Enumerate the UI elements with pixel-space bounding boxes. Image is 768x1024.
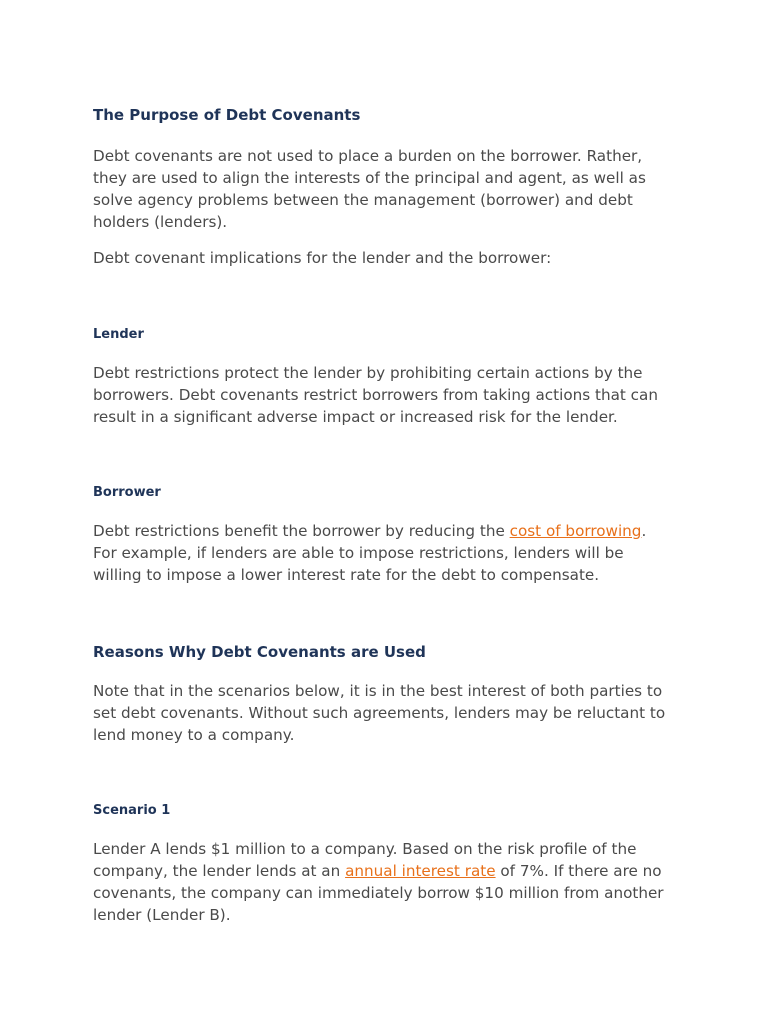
text-line: Debt covenants are not used to place a burden on the borrower. Rather,	[93, 147, 643, 165]
text-line: borrowers. Debt covenants restrict borrowers from taking actions that can	[93, 386, 658, 404]
link-annual-interest-rate[interactable]: annual interest rate	[345, 862, 496, 880]
paragraph-scenario-1	[93, 838, 683, 926]
text-line: willing to impose a lower interest rate for the debt to compensate.	[93, 566, 600, 584]
link-cost-of-borrowing[interactable]: cost of borrowing	[509, 522, 642, 540]
text-segment: Debt restrictions benefit the borrower by reducing the	[93, 522, 510, 540]
text-line: Debt restrictions protect the lender by prohibiting certain actions by the	[93, 364, 643, 382]
text-segment: company, the lender lends at an	[93, 862, 346, 880]
text-line: solve agency problems between the management (borrower) and debt	[93, 191, 633, 209]
heading-lender: Lender	[93, 327, 144, 342]
heading-reasons-why-debt-covenants-are-used: Reasons Why Debt Covenants are Used	[93, 643, 426, 661]
heading-purpose-of-debt-covenants: The Purpose of Debt Covenants	[93, 106, 361, 124]
text-line: Debt covenant implications for the lender and the borrower:	[93, 249, 552, 267]
text-line: lend money to a company.	[93, 726, 295, 744]
text-line: they are used to align the interests of the principal and agent, as well as	[93, 169, 646, 187]
text-line	[93, 860, 683, 882]
text-line: set debt covenants. Without such agreements, lenders may be reluctant to	[93, 704, 666, 722]
text-line: covenants, the company can immediately borrow $10 million from another	[93, 884, 664, 902]
text-line: Lender A lends $1 million to a company. Based on the risk profile of the	[93, 840, 637, 858]
paragraph-reasons	[93, 680, 683, 746]
text-line: lender (Lender B).	[93, 906, 231, 924]
text-segment: .	[641, 522, 647, 540]
paragraph-borrower	[93, 520, 683, 586]
paragraph-purpose-intro	[93, 145, 683, 233]
text-line: For example, if lenders are able to impose restrictions, lenders will be	[93, 544, 624, 562]
text-line: holders (lenders).	[93, 213, 228, 231]
heading-scenario-1: Scenario 1	[93, 803, 171, 818]
text-line	[93, 520, 683, 542]
text-line: Note that in the scenarios below, it is in the best interest of both parties to	[93, 682, 663, 700]
paragraph-lender	[93, 362, 683, 428]
text-segment: of 7%. If there are no	[495, 862, 662, 880]
paragraph-implications	[93, 247, 683, 269]
text-line: result in a significant adverse impact or increased risk for the lender.	[93, 408, 618, 426]
heading-borrower: Borrower	[93, 485, 161, 500]
